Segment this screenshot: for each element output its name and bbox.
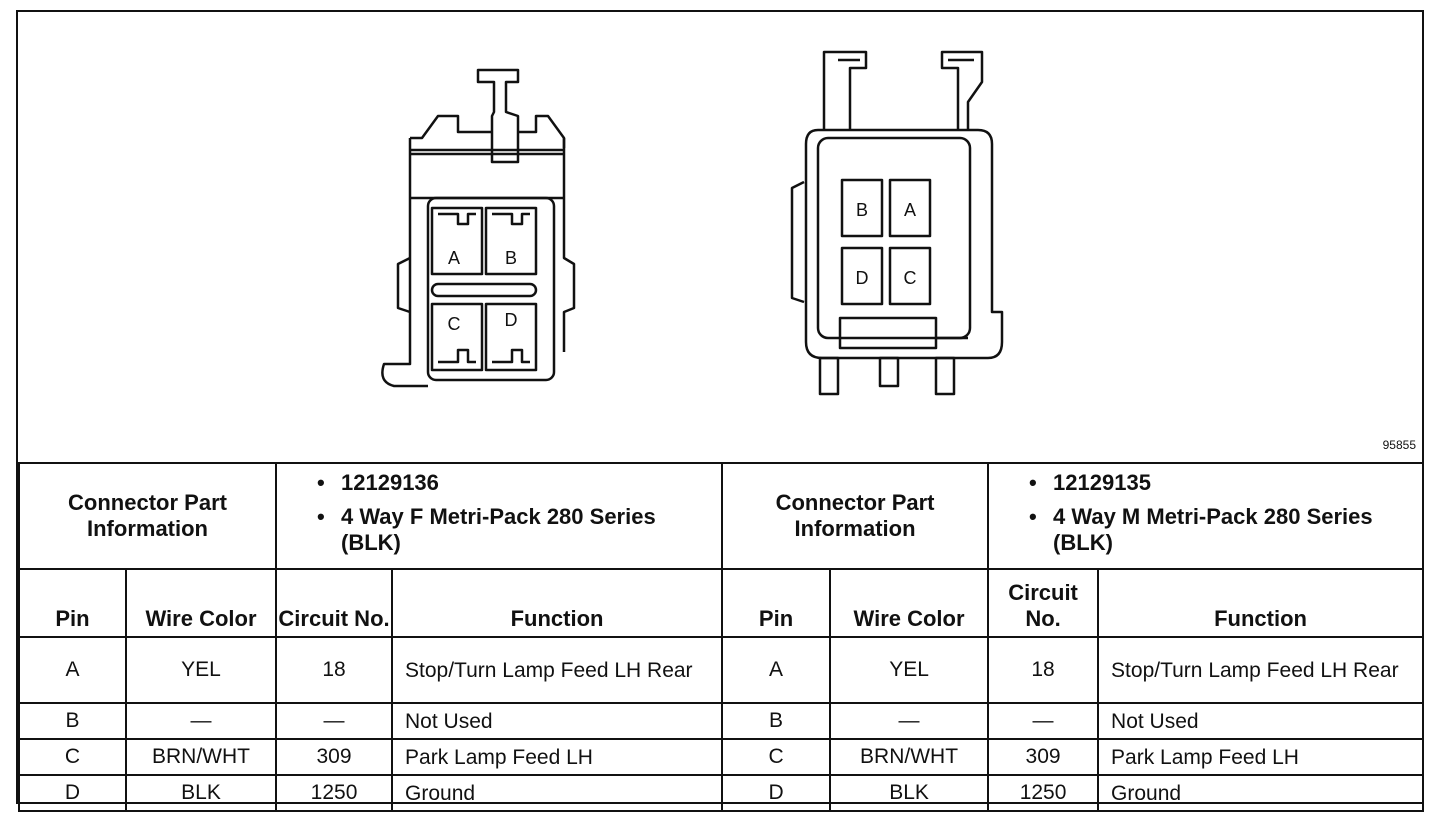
circuit-cell: 1250	[276, 775, 392, 811]
pin-header: Pin	[19, 569, 126, 637]
pin-cell: C	[19, 739, 126, 775]
circuit-cell: 309	[276, 739, 392, 775]
left-info-list	[276, 463, 722, 569]
left-info-label: Connector Part Information	[19, 463, 276, 569]
wire-color-cell: —	[830, 703, 988, 739]
wire-color-cell: YEL	[830, 637, 988, 703]
wire-color-header: Wire Color	[126, 569, 276, 637]
right-info-label: Connector Part Information	[722, 463, 988, 569]
table-row	[19, 703, 1423, 739]
info-item: • 12129136	[317, 470, 439, 495]
right-info-list	[988, 463, 1423, 569]
function-cell: Ground	[1098, 775, 1423, 811]
function-header: Function	[392, 569, 722, 637]
function-cell: Not Used	[1098, 703, 1423, 739]
connector-drawing-area	[18, 12, 1422, 462]
info-item: • 4 Way F Metri-Pack 280 Series (BLK)	[317, 504, 656, 555]
table-row	[19, 637, 1423, 703]
function-cell: Ground	[392, 775, 722, 811]
function-cell: Stop/Turn Lamp Feed LH Rear	[1098, 637, 1423, 703]
circuit-cell: —	[988, 703, 1098, 739]
function-header: Function	[1098, 569, 1423, 637]
connector-drawings	[18, 12, 1422, 462]
wire-color-cell: BRN/WHT	[830, 739, 988, 775]
pin-cell: D	[722, 775, 830, 811]
wire-color-cell: BLK	[126, 775, 276, 811]
pin-cell: B	[722, 703, 830, 739]
wire-color-cell: —	[126, 703, 276, 739]
header-row	[19, 569, 1423, 637]
pin-cell: B	[19, 703, 126, 739]
function-cell: Stop/Turn Lamp Feed LH Rear	[392, 637, 722, 703]
circuit-cell: 18	[988, 637, 1098, 703]
circuit-cell: 309	[988, 739, 1098, 775]
wire-color-cell: BRN/WHT	[126, 739, 276, 775]
circuit-cell: 18	[276, 637, 392, 703]
male-pin-label: D	[855, 268, 869, 288]
female-pin-label: D	[504, 310, 518, 330]
circuit-header: Circuit No.	[276, 569, 392, 637]
wire-color-cell: BLK	[830, 775, 988, 811]
info-item: • 12129135	[1029, 470, 1151, 495]
circuit-header: Circuit No.	[988, 569, 1098, 637]
pin-cell: A	[722, 637, 830, 703]
female-pin-label: B	[504, 248, 518, 268]
female-pin-label: C	[447, 314, 461, 334]
female-connector-drawing	[382, 70, 574, 386]
pin-cell: C	[722, 739, 830, 775]
circuit-cell: —	[276, 703, 392, 739]
table-row	[19, 739, 1423, 775]
connector-table	[18, 462, 1424, 812]
part-number: 12129136	[341, 470, 439, 495]
function-cell: Park Lamp Feed LH	[392, 739, 722, 775]
info-row	[19, 463, 1423, 569]
male-connector-drawing	[792, 52, 1002, 394]
info-item: • 4 Way M Metri-Pack 280 Series (BLK)	[1029, 504, 1373, 555]
pin-cell: D	[19, 775, 126, 811]
male-pin-label: A	[903, 200, 917, 220]
pin-header: Pin	[722, 569, 830, 637]
female-pin-label: A	[447, 248, 461, 268]
wire-color-header: Wire Color	[830, 569, 988, 637]
part-description: 4 Way F Metri-Pack 280 Series (BLK)	[341, 504, 656, 555]
function-cell: Not Used	[392, 703, 722, 739]
wire-color-cell: YEL	[126, 637, 276, 703]
document-frame	[16, 10, 1424, 804]
function-cell: Park Lamp Feed LH	[1098, 739, 1423, 775]
pin-cell: A	[19, 637, 126, 703]
part-number: 12129135	[1053, 470, 1151, 495]
male-pin-label: B	[855, 200, 869, 220]
figure-id: 95855	[1382, 438, 1416, 452]
circuit-cell: 1250	[988, 775, 1098, 811]
table-row	[19, 775, 1423, 811]
part-description: 4 Way M Metri-Pack 280 Series (BLK)	[1053, 504, 1373, 555]
male-pin-label: C	[903, 268, 917, 288]
